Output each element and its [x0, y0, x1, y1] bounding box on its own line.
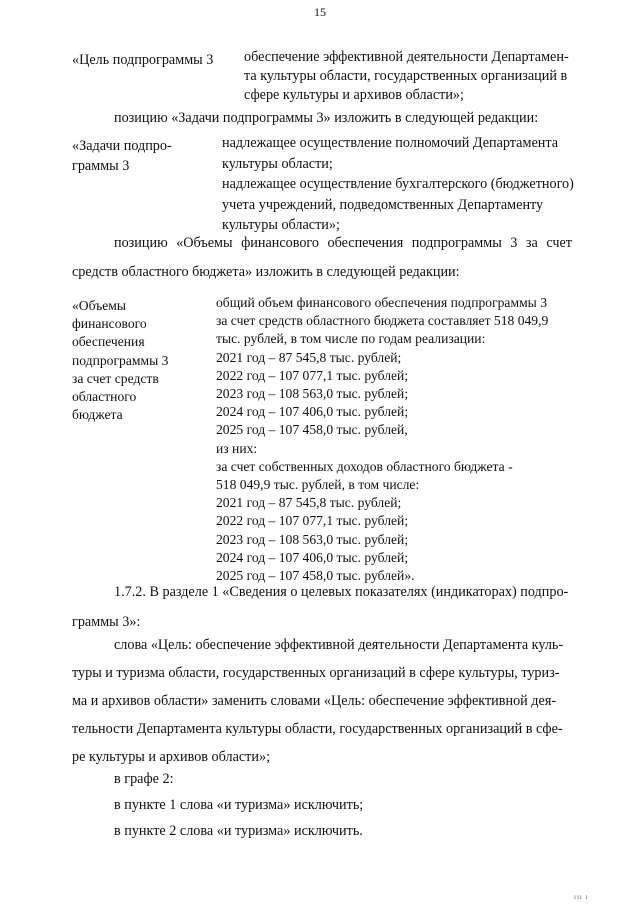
- item-1-line: в пункте 1 слова «и туризма» исключить;: [114, 797, 364, 813]
- page-number: 15: [314, 5, 326, 19]
- replace-line: ре культуры и архивов области»;: [72, 749, 271, 765]
- volumes-intro-line: средств областного бюджета» изложить в следующей редакции:: [72, 264, 460, 280]
- volumes-label-line: подпрограммы 3: [72, 352, 169, 368]
- tasks-line: культуры области»;: [222, 217, 340, 233]
- volumes-line: за счет собственных доходов областного бюджета -: [216, 458, 513, 474]
- replace-paragraph: [72, 631, 563, 771]
- volumes-line: 2022 год – 107 077,1 тыс. рублей;: [216, 513, 409, 529]
- tasks-line: надлежащее осуществление бухгалтерского (бюджетного): [222, 176, 574, 192]
- replace-line: тельности Департамента культуры области, государственных организаций в сфе-: [72, 721, 563, 737]
- volumes-label-line: финансового: [72, 316, 147, 332]
- volumes-intro-line: позицию «Объемы финансового обеспечения подпрограммы 3 за счет: [114, 235, 572, 251]
- volumes-line: 2023 год – 108 563,0 тыс. рублей;: [216, 531, 409, 547]
- replace-line: ма и архивов области» заменить словами «Цель: обеспечение эффективной дея-: [72, 693, 557, 709]
- section-header-line: граммы 3»:: [72, 614, 141, 630]
- tasks-line: надлежащее осуществление полномочий Департамента: [222, 135, 559, 151]
- volumes-line: 2023 год – 108 563,0 тыс. рублей;: [216, 386, 409, 402]
- volumes-label-line: обеспечения: [72, 334, 145, 350]
- tasks-label-line: граммы 3: [72, 158, 130, 174]
- goal-label-text: «Цель подпрограммы 3: [72, 52, 214, 68]
- section-header-line: 1.7.2. В разделе 1 «Сведения о целевых показателях (индикаторах) подпро-: [114, 584, 569, 600]
- column-2-line: в графе 2:: [114, 771, 174, 787]
- volumes-label-line: «Объемы: [72, 298, 126, 313]
- goal-line: обеспечение эффективной деятельности Департамен-: [244, 49, 569, 65]
- volumes-line: 2024 год – 107 406,0 тыс. рублей;: [216, 404, 409, 420]
- tasks-text: [222, 133, 574, 236]
- item-2-line: в пункте 2 слова «и туризма» исключить.: [114, 823, 363, 839]
- volumes-line: 518 049,9 тыс. рублей, в том числе:: [216, 477, 420, 493]
- volumes-text: [216, 294, 548, 585]
- volumes-intro: [72, 235, 572, 281]
- volumes-line: из них:: [216, 440, 258, 456]
- replace-line: слова «Цель: обеспечение эффективной деятельности Департамента куль-: [114, 637, 564, 653]
- volumes-label-line: за счет средств: [72, 370, 159, 386]
- volumes-label: [72, 297, 168, 424]
- volumes-line: 2022 год – 107 077,1 тыс. рублей;: [216, 367, 409, 383]
- volumes-line: 2025 год – 107 458,0 тыс. рублей,: [216, 422, 408, 438]
- section-header: [72, 577, 568, 637]
- volumes-line: 2021 год – 87 545,8 тыс. рублей;: [216, 349, 402, 365]
- tasks-label-line: «Задачи подпро-: [72, 138, 172, 154]
- volumes-line: 2024 год – 107 406,0 тыс. рублей;: [216, 549, 409, 565]
- tasks-intro: позицию «Задачи подпрограммы 3» изложить в следующей редакции:: [114, 110, 539, 126]
- replace-line: туры и туризма области, государственных организаций в сфере культуры, туриз-: [72, 665, 560, 681]
- footer-mark: ııı ı: [574, 893, 589, 901]
- volumes-line: 2025 год – 107 458,0 тыс. рублей».: [216, 568, 415, 584]
- goal-line: сфере культуры и архивов области»;: [244, 87, 464, 103]
- volumes-line: тыс. рублей, в том числе по годам реализации:: [216, 331, 486, 347]
- goal-text: [244, 48, 569, 105]
- volumes-line: за счет средств областного бюджета составляет 518 049,9: [216, 313, 549, 329]
- volumes-line: 2021 год – 87 545,8 тыс. рублей;: [216, 495, 402, 511]
- tasks-label: [72, 136, 172, 176]
- volumes-label-line: областного: [72, 389, 137, 405]
- volumes-label-line: бюджета: [72, 407, 123, 423]
- goal-line: та культуры области, государственных организаций в: [244, 68, 568, 84]
- volumes-line: общий объем финансового обеспечения подпрограммы 3: [216, 295, 548, 310]
- goal-label: [72, 52, 213, 69]
- tasks-line: культуры области;: [222, 155, 333, 172]
- tasks-line: учета учреждений, подведомственных Департаменту: [222, 196, 544, 213]
